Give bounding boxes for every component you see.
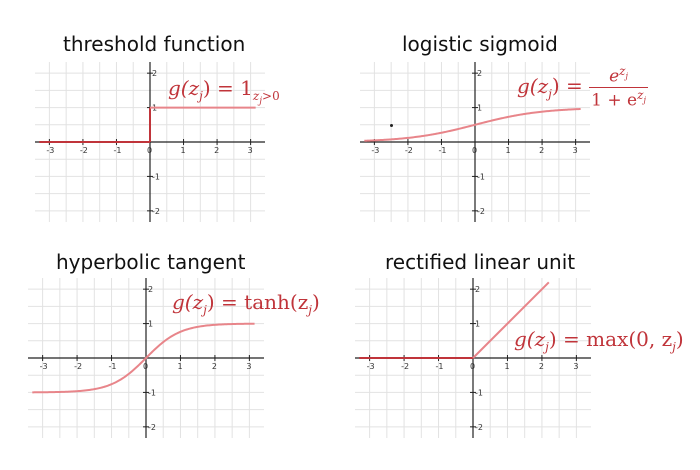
- formula-relu: $g(z_j) = \max(0$, $z_j$): [514, 327, 684, 354]
- x-tick-label: 0: [147, 146, 153, 155]
- plot-relu: [355, 278, 591, 438]
- x-tick-label: -3: [39, 362, 48, 371]
- x-tick-label: -2: [404, 146, 413, 155]
- y-tick-label: 1: [152, 103, 158, 113]
- y-tick-label: -1: [152, 172, 160, 182]
- x-tick-label: -2: [79, 146, 88, 155]
- x-tick-label: 1: [505, 146, 511, 155]
- x-tick-label: 1: [504, 362, 510, 371]
- x-tick-label: 3: [246, 362, 252, 371]
- formula-threshold: $g(z_j) = 1_{z_j>0}$: [168, 76, 280, 107]
- x-tick-label: -3: [46, 146, 55, 155]
- x-tick-label: 3: [573, 362, 579, 371]
- x-tick-label: 3: [247, 146, 253, 155]
- y-tick-label: -2: [152, 206, 160, 216]
- x-tick-label: 2: [539, 146, 545, 155]
- y-tick-label: 1: [477, 103, 483, 113]
- y-tick-label: -2: [475, 422, 483, 432]
- chart-title-sigmoid: logistic sigmoid: [402, 32, 558, 56]
- x-tick-label: 0: [470, 362, 476, 371]
- chart-title-threshold: threshold function: [63, 32, 246, 56]
- chart-title-relu: rectified linear unit: [385, 250, 576, 274]
- x-tick-label: 1: [180, 146, 186, 155]
- y-tick-label: 1: [475, 319, 481, 329]
- y-tick-label: 2: [475, 285, 481, 295]
- x-tick-label: 3: [572, 146, 578, 155]
- x-tick-label: -1: [113, 146, 122, 155]
- y-tick-label: -2: [148, 422, 156, 432]
- x-tick-label: 2: [538, 362, 545, 371]
- y-tick-label: 1: [148, 319, 154, 329]
- x-tick-label: -2: [74, 362, 83, 371]
- x-tick-label: -3: [371, 146, 380, 155]
- y-tick-label: -1: [477, 172, 485, 182]
- y-tick-label: -2: [477, 206, 485, 216]
- x-tick-label: -1: [108, 362, 117, 371]
- x-tick-label: 2: [214, 146, 220, 155]
- x-tick-label: 0: [472, 146, 478, 155]
- y-tick-label: 2: [148, 285, 154, 295]
- x-tick-label: 0: [143, 362, 149, 371]
- y-tick-label: 2: [477, 69, 483, 79]
- y-tick-label: -1: [475, 388, 483, 398]
- x-tick-label: -2: [401, 362, 410, 371]
- x-tick-label: 2: [211, 362, 218, 371]
- x-tick-label: -1: [438, 146, 447, 155]
- stray-dot: [390, 124, 393, 127]
- formula-sigmoid: $g(z_j)$ = $\frac{e^{z_j}}{1 + e^{z_j}}$: [517, 64, 646, 111]
- x-tick-label: 1: [177, 362, 183, 371]
- chart-title-tanh: hyperbolic tangent: [56, 250, 246, 274]
- formula-tanh: $g(z_j) = \tanh(z_j)$: [172, 290, 320, 317]
- x-tick-label: -1: [435, 362, 444, 371]
- y-tick-label: -1: [148, 388, 156, 398]
- x-tick-label: -3: [366, 362, 375, 371]
- y-tick-label: 2: [152, 69, 158, 79]
